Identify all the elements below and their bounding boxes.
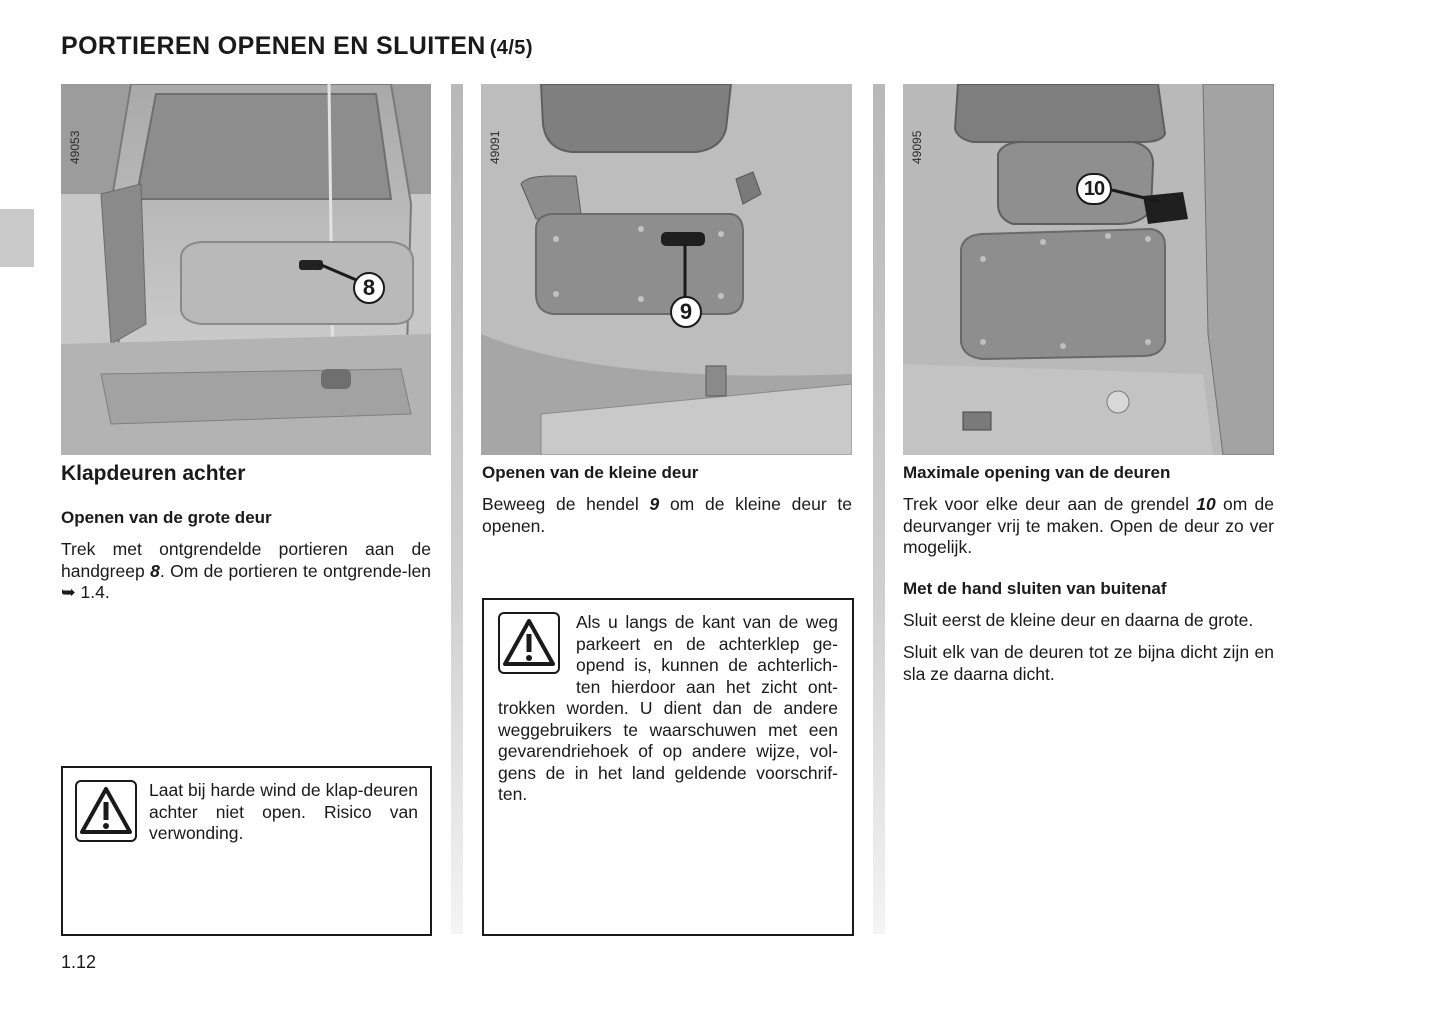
warning-text-parking: Als u langs de kant van de weg parkeert en de achterklep ge-opend is, kunnen de achterlich-ten hierdoor aan het zicht ont-trokken worden. U dient dan de andere weggebruikers te waarschuwen met een gevarendriehoek of op andere wijze, vol-gens de in het land geldende voorschrif-ten. [498,612,838,804]
section-title-rear-doors: Klapdeuren achter [61,462,246,485]
warning-box-parking [482,598,854,936]
column-divider-left [451,84,463,934]
image-code: 49091 [488,130,502,164]
para-text: Trek met ontgrendelde portieren aan de handgreep [61,539,431,581]
illustration-rear-doors [61,84,431,455]
page-title-suffix: (4/5) [489,37,533,59]
subtitle-open-small-door: Openen van de kleine deur [482,463,699,482]
door-opening-drawing [903,84,1274,455]
paragraph-open-big-door [61,539,431,604]
section-tab-marker [0,209,34,267]
para-text: om de deurvanger vrij te maken. Open de deur zo ver mogelijk. [903,494,1274,557]
subtitle-open-big-door: Openen van de grote deur [61,508,272,527]
reference-number: 9 [649,494,660,514]
illustration-door-max-opening [903,84,1274,455]
page-reference-arrow-icon: ➥ [61,582,76,602]
callout-9: 9 [670,296,702,328]
reference-number: 8 [150,560,160,581]
para-text: . Om de portieren te ontgrende-len [159,560,431,581]
warning-triangle-icon [498,612,560,674]
warning-box-wind [61,766,432,936]
page-number: 1.12 [61,952,97,972]
paragraph-close-order: Sluit eerst de kleine deur en daarna de grote. [903,610,1254,630]
paragraph-open-small-door [482,494,852,537]
small-door-drawing [481,84,852,455]
warning-triangle-icon [75,780,137,842]
para-text: Beweeg de hendel [482,494,650,514]
image-code: 49095 [910,130,924,164]
column-divider-right [873,84,885,934]
paragraph-close-slam: Sluit elk van de deuren tot ze bijna dicht zijn en sla ze daarna dicht. [903,642,1274,684]
page-title [61,32,533,61]
page-reference: 1.4. [75,582,110,602]
reference-number: 10 [1196,494,1216,514]
paragraph-max-opening [903,494,1274,559]
callout-10: 10 [1076,173,1112,205]
rear-doors-drawing [61,84,431,455]
subtitle-max-opening: Maximale opening van de deuren [903,463,1171,482]
page-title-text: PORTIEREN OPENEN EN SLUITEN [61,32,486,60]
para-text: om de kleine deur te openen. [482,494,852,536]
illustration-small-door [481,84,852,455]
subtitle-close-by-hand: Met de hand sluiten van buitenaf [903,579,1167,598]
warning-text-wind: Laat bij harde wind de klap-deuren achter niet open. Risico van verwonding. [149,780,418,843]
callout-8: 8 [353,272,385,304]
image-code: 49053 [68,130,82,164]
para-text: Trek voor elke deur aan de grendel [903,494,1197,514]
